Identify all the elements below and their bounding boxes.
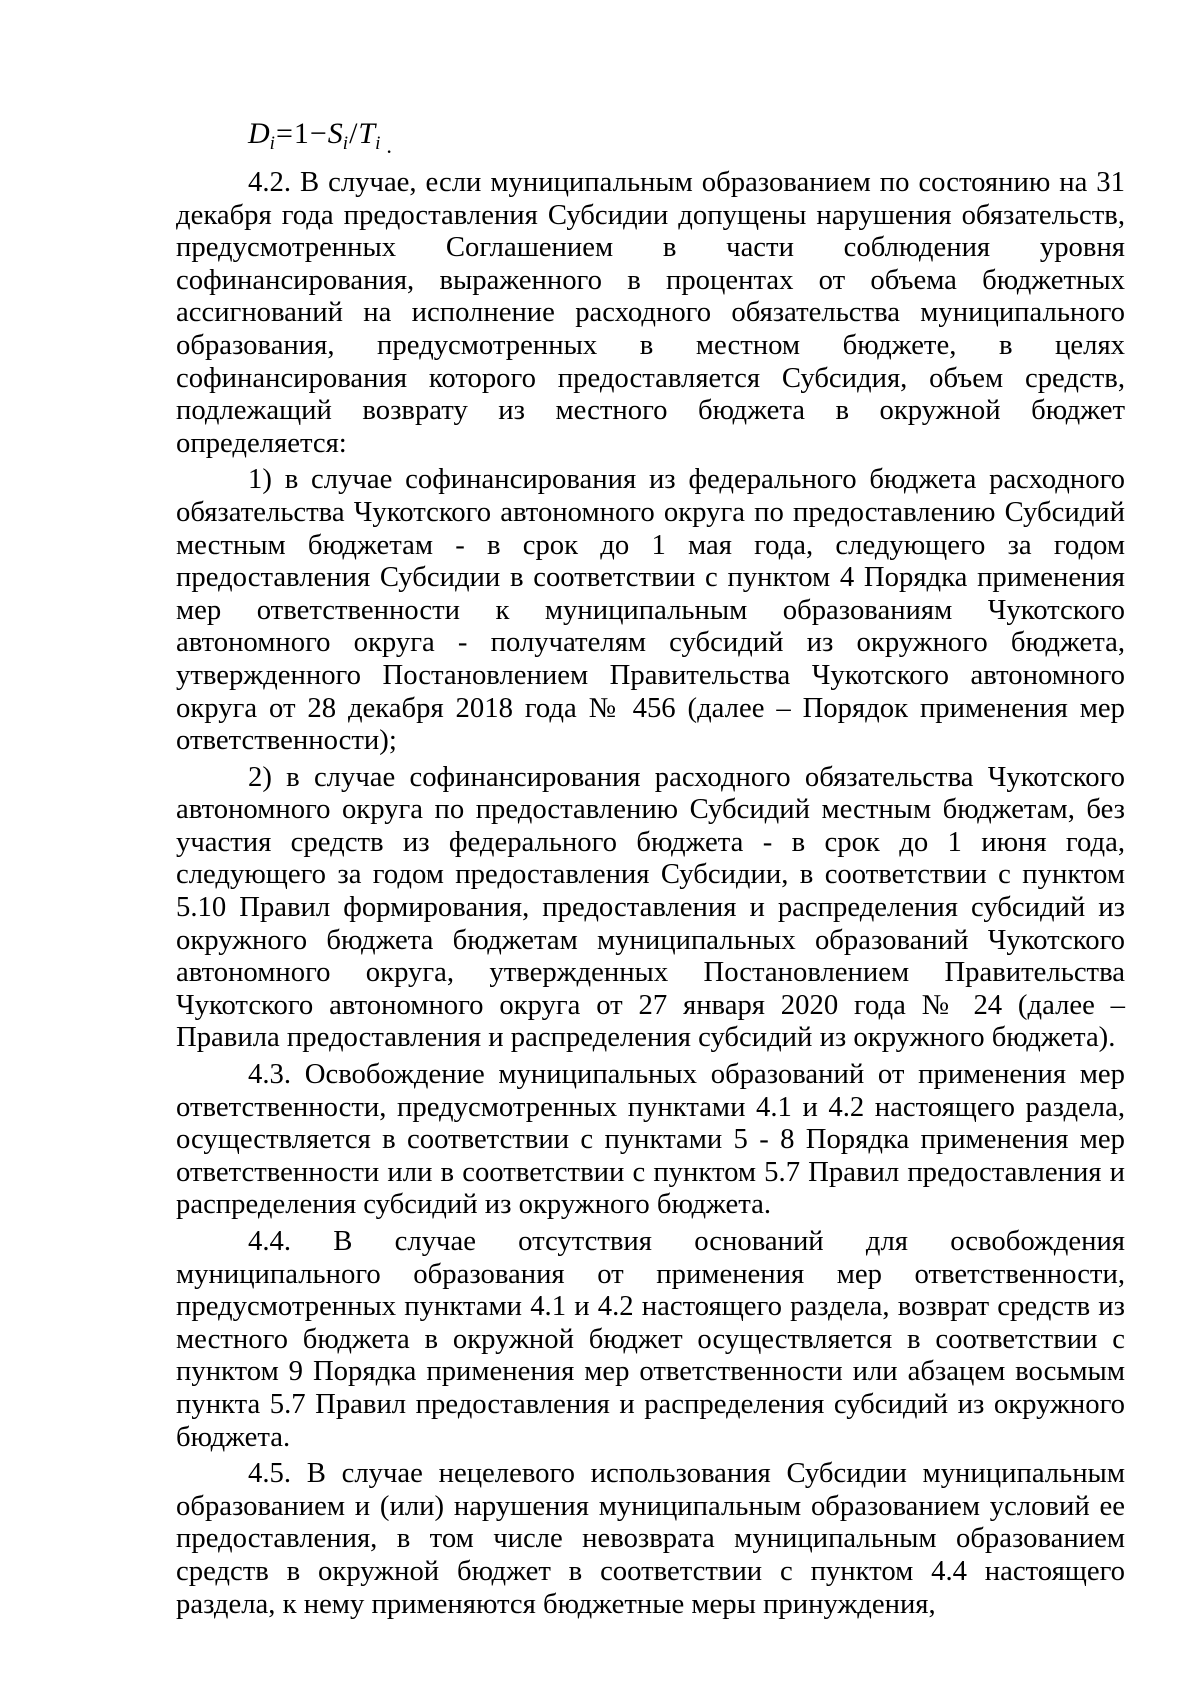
formula-s-sub: i <box>342 133 349 154</box>
formula-minus: − <box>309 117 327 150</box>
formula-lhs-var: D <box>248 117 270 150</box>
paragraph-4-4: 4.4. В случае отсутствия оснований для освобождения муниципального образования от применения мер ответственности, предусмотренных пунктами 4.1 и 4.2 настоящего раздела, возврат средств из местного бюджета в окружной бюджет осуществляется в соответствии с пунктом 9 Порядка применения мер ответственности или абзацем восьмым пункта 5.7 Правил предоставления и распределения субсидий из окружного бюджета. <box>176 1225 1125 1453</box>
paragraph-4-3: 4.3. Освобождение муниципальных образований от применения мер ответственности, предусмотренных пунктами 4.1 и 4.2 настоящего раздела, осуществляется в соответствии с пунктами 5 - 8 Порядка применения мер ответственности или в соответствии с пунктом 5.7 Правил предоставления и распределения субсидий из окружного бюджета. <box>176 1058 1125 1221</box>
subparagraph-2: 2) в случае софинансирования расходного обязательства Чукотского автономного округа по предоставлению Субсидий местным бюджетам, без участия средств из федерального бюджета - в срок до 1 июня года, следующего за годом предоставления Субсидии, в соответствии с пунктом 5.10 Правил формирования, предоставления и распределения субсидий из окружного бюджета бюджетам муниципальных образований Чукотского автономного округа, утвержденных Постановлением Правительства Чукотского автономного округа от 27 января 2020 года № 24 (далее – Правила предоставления и распределения субсидий из окружного бюджета). <box>176 760 1125 1054</box>
formula-trailing-dot: . <box>386 133 392 158</box>
formula-s-var: S <box>327 117 343 150</box>
formula-slash: / <box>349 117 358 150</box>
subparagraph-1: 1) в случае софинансирования из федерального бюджета расходного обязательства Чукотского автономного округа по предоставлению Субсидий местным бюджетам - в срок до 1 мая года, следующего за годом предоставления Субсидии в соответствии с пунктом 4 Порядка применения мер ответственности к муниципальным образованиям Чукотского автономного округа - получателям субсидий из окружного бюджета, утвержденного Постановлением Правительства Чукотского автономного округа от 28 декабря 2018 года № 456 (далее – Порядок применения мер ответственности); <box>176 463 1125 757</box>
formula-equals: = <box>275 117 293 150</box>
document-body <box>176 108 1125 1624</box>
formula-one: 1 <box>293 117 309 150</box>
formula <box>248 108 1125 160</box>
paragraph-4-2: 4.2. В случае, если муниципальным образованием по состоянию на 31 декабря года предоставления Субсидии допущены нарушения обязательств, предусмотренных Соглашением в части соблюдения уровня софинансирования, выраженного в процентах от объема бюджетных ассигнований на исполнение расходного обязательства муниципального образования, предусмотренных в местном бюджете, в целях софинансирования которого предоставляется Субсидия, объем средств, подлежащий возврату из местного бюджета в окружной бюджет определяется: <box>176 166 1125 459</box>
formula-lhs-sub: i <box>269 133 275 154</box>
formula-t-sub: i <box>375 133 381 154</box>
paragraph-4-5: 4.5. В случае нецелевого использования Субсидии муниципальным образованием и (или) нарушения муниципальным образованием условий ее предоставления, в том числе невозврата муниципальным образованием средств в окружной бюджет в соответствии с пунктом 4.4 настоящего раздела, к нему применяются бюджетные меры принуждения, <box>176 1457 1125 1620</box>
formula-t-var: T <box>358 117 376 150</box>
